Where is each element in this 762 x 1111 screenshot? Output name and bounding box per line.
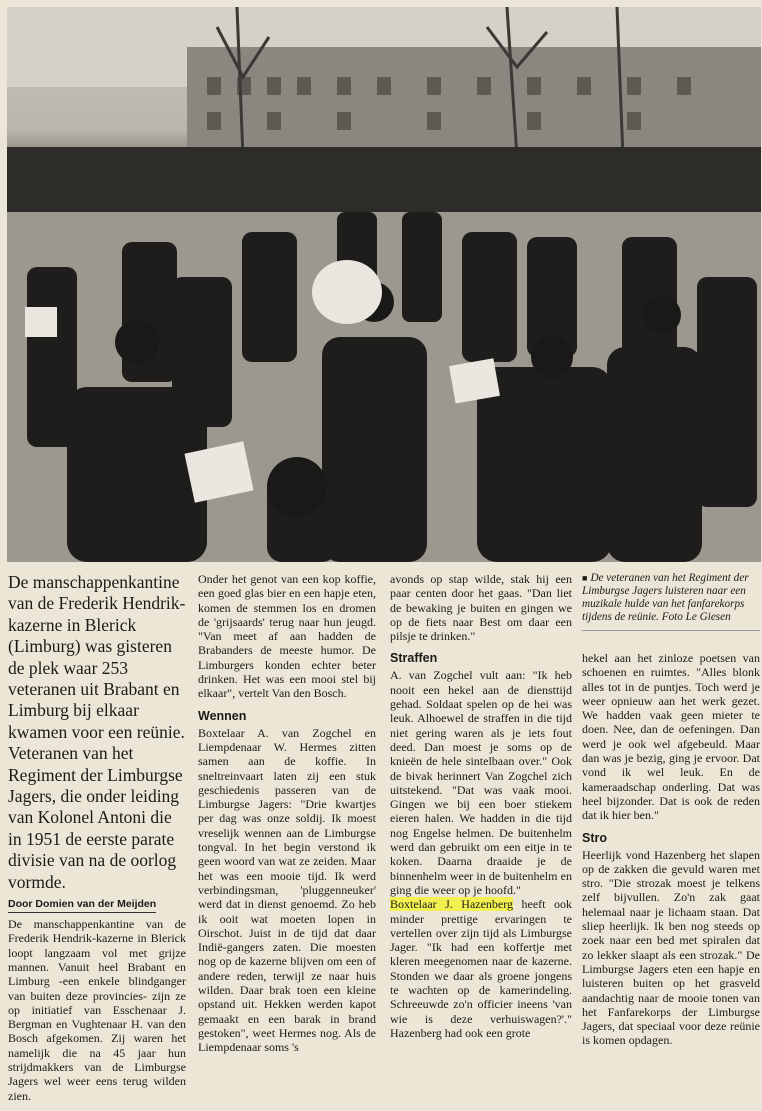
- column-4: [582, 572, 760, 1111]
- body-paragraph: Boxtelaar A. van Zogchel en Liempdenaar W. Hermes zitten samen aan de koffie. In sneltreinvaart laten zij een stuk geschiedenis passeren van de Limburgse Jagers: "Drie kwartjes per dag was onze soldij. Ik moest vreselijk wennen aan de Limburgse tongval. In het begin verstond ik geen woord van wat ze zeiden. Maar het was een mooie tijd. Ik werd verbindingsman, 'pluggenneuker' werd dat in dienst genoemd. Zo heb ik ooit wat moeten lopen in Oirschot. Juist in de tijd dat daar Indië-gangers zaten. Die moesten nog op de kazerne blijven om een of andere reden, terwijl ze naar huis wilden. Daar brak toen een kleine opstand uit. Hekken werden kapot gemaakt en een barak in brand gestoken", weet Hermes nog. Als de Liempdenaar soms 's: [198, 725, 376, 1055]
- byline: Door Domien van der Meijden: [8, 898, 156, 913]
- highlighted-name: Boxtelaar J. Hazenberg: [390, 897, 514, 912]
- body-paragraph: avonds op stap wilde, stak hij een paar centen door het gaas. "Dan liet de bewaking je buiten en gingen we op de fiets naar Best om daar een pilsje te drinken.": [390, 572, 572, 644]
- body-paragraph: A. van Zogchel vult aan: "Ik heb nooit een hekel aan de diensttijd gehad. Soldaat spelen op de hei was leuk. Alhoewel de straffen in die tijd niet gering waren als je iets fout deed. Dan moest je soms op de knieën de hele sintelbaan over." Ook de bivak herinnert Van Zogchel zich uitstekend. "Dat was vaak mooi. Gingen we bij een boer stiekem eieren halen. We hadden in die tijd nog Engelse helmen. De buitenhelm werd dan gebruikt om een eitje in te koken. Daarna draaide je de binnenhelm weer in de buitenhelm en ging die weer op je hoofd.": [390, 668, 572, 897]
- column-1: [8, 572, 186, 1111]
- body-paragraph: hekel aan het zinloze poetsen van schoenen en ruimtes. "Alles blonk alles tot in de puntjes. Toch werd je weer opnieuw aan het werk gezet. We hadden vaak geen mieter te doen. Nee, dan de oefeningen. Dan werd je ook wel afgebeuld. Maar dan was je bezig, ging je ervoor. Dat vond ik wel leuk. En de kameraadschap onderling. Dat was heel bijzonder. Dat is ook de reden dat ik hier ben.": [582, 651, 760, 823]
- lead-paragraph: De manschappenkantine van de Frederik Hendrik-kazerne in Blerick (Limburg) was gisteren de plek waar 253 veteranen uit Brabant en Limburg bij elkaar kwamen voor een reünie. Veteranen van het Regiment der Limburgse Jagers, die onder leiding van Kolonel Antoni die in 1951 de eerste parate divisie van na de oorlog vormde.: [8, 572, 186, 892]
- body-paragraph: Onder het genot van een kop koffie, een goed glas bier en een hapje eten, komen de stemmen los en dromen de 'grijsaards' terug naar hun jeugd. "Van meet af aan hadden de Brabanders de meeste humor. De Limburgers konden echter beter drinken. Het was een mooi stel bij elkaar", vertelt Van den Bosch.: [198, 572, 376, 701]
- column-2: [198, 572, 376, 1111]
- body-paragraph-highlighted: [390, 897, 572, 1040]
- subheading-wennen: Wennen: [198, 708, 247, 723]
- news-photo: [7, 7, 761, 562]
- caption-text: De veteranen van het Regiment der Limburgse Jagers luisteren naar een muzikale hulde van het fanfarekorps tijdens de reünie. Foto Le Giesen: [582, 572, 749, 623]
- body-text: heeft ook minder prettige ervaringen te vertellen over zijn tijd als Limburgse Jager. "Ik had een koffertje met kleren meegenomen naar de kazerne. Stonden we daar als groene jongens te wachten op de kamerindeling. Schreeuwde zo'n officier ineens 'van wie is deze verhuiswagen?'." Hazenberg had ook een grote: [390, 897, 572, 1040]
- body-paragraph: De manschappenkantine van de Frederik Hendrik-kazerne in Blerick loopt langzaam vol met grijze mannen. Vanuit heel Brabant en Limburg -een enkele blindganger van buiten deze provincies- zijn ze op initiatief van Esschenaar J. Bergman en Vughtenaar H. van den Bosch afgekomen. Zij waren het namelijk die na 45 jaar hun strijdmakkers van de Limburgse Jagers wel weer eens terug wilden zien.: [8, 917, 186, 1103]
- body-paragraph: Heerlijk vond Hazenberg het slapen op de zakken die gevuld waren met stro. "Die strozak moest je telkens zelf bijvullen. Zo'n zak gaat helemaal naar je lichaam staan. Dat sliep heerlijk. Ik ben nog steeds op zoek naar een bed met spiralen dat zo lekker slaapt als een strozak." De Limburgse Jagers eten een hapje en luisteren buiten op het grasveld aandachtig naar de mooie tonen van het Fanfarekorps der Limburgse Jagers, dat speciaal voor deze reünie is komen opdagen.: [582, 847, 760, 1048]
- column-3: [390, 572, 572, 1111]
- subheading-stro: Stro: [582, 830, 607, 845]
- square-bullet-icon: ■: [582, 573, 588, 583]
- photo-placeholder-icon: [7, 7, 761, 562]
- subheading-straffen: Straffen: [390, 651, 438, 666]
- photo-caption: [582, 572, 760, 631]
